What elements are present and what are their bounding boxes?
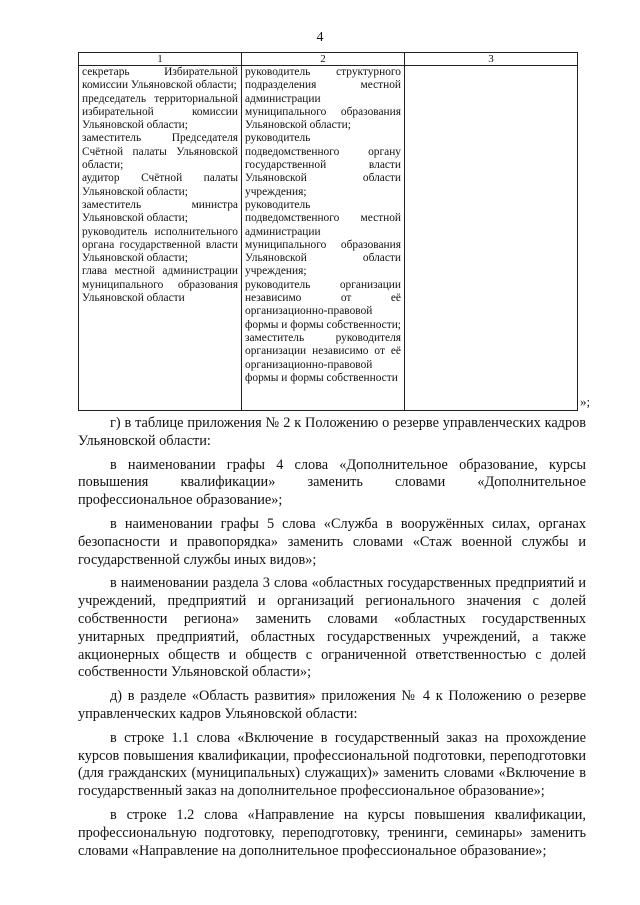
table-closing-quote: »; — [580, 394, 591, 409]
paragraph-column-4: в наименовании графы 4 слова «Дополнительное образование, курсы повышения квалификации» заменить словами «Дополнительное профессиональное образование»; — [78, 456, 586, 509]
table-header-col-2: 2 — [242, 53, 405, 66]
cell-text-col-3 — [408, 66, 574, 410]
table-cell-col-2 — [242, 66, 405, 411]
paragraph-d: д) в разделе «Область развития» приложения № 4 к Положению о резерве управленческих кадров Ульяновской области: — [78, 688, 586, 722]
page-number: 4 — [316, 30, 324, 45]
cell-text-col-1: секретарь Избирательной комиссии Ульяновской области; председатель территориальной избирательной комиссии Ульяновской области; заместитель Председателя Счётной палаты Ульяновской области; аудитор Счётной палаты Ульяновской области; заместитель министра Ульяновской области; руководитель исполнительного органа государственной власти Ульяновской области; глава местной администрации муниципального образования Ульяновской области — [82, 66, 238, 305]
document-body — [78, 415, 586, 866]
table-header-col-1: 1 — [79, 53, 242, 66]
paragraph-row-1-2: в строке 1.2 слова «Направление на курсы повышения квалификации, профессиональную подготовку, переподготовку, тренинги, семинары» заменить словами «Направление на дополнительное профессиональное образование»; — [78, 806, 586, 859]
table-header-col-3: 3 — [405, 53, 578, 66]
paragraph-row-1-1: в строке 1.1 слова «Включение в государственный заказ на прохождение курсов повышения квалификации, профессиональной подготовки, переподготовки (для гражданских (муниципальных) служащих)» заменить словами «Включение в государственный заказ на дополнительное профессиональное образование»; — [78, 729, 586, 800]
table-cell-col-3 — [405, 66, 578, 411]
paragraph-column-5: в наименовании графы 5 слова «Служба в вооружённых силах, органах безопасности и правопорядка» заменить словами «Стаж военной службы и государственной службы иных видов»; — [78, 515, 586, 568]
table-cell-col-1 — [79, 66, 242, 411]
positions-table — [78, 52, 578, 411]
paragraph-section-3: в наименовании раздела 3 слова «областных государственных предприятий и учреждений, предприятий и организаций регионального значения с долей собственности региона» заменить словами «областных государственных унитарных предприятий, областных государственных учреждений, а также акционерных обществ и обществ с ограниченной ответственностью с долей собственности Ульяновской области»; — [78, 575, 586, 681]
paragraph-g: г) в таблице приложения № 2 к Положению о резерве управленческих кадров Ульяновской области: — [78, 415, 586, 449]
table-row — [79, 66, 578, 411]
cell-text-col-2: руководитель структурного подразделения местной администрации муниципального образования Ульяновской области; руководитель подведомственного органу государственной власти Ульяновской области учреждения; руководитель подведомственного местной администрации муниципального образования Ульяновской области учреждения; руководитель организации независимо от её организационно-правовой формы и формы собственности; заместитель руководителя организации независимо от её организационно-правовой формы и формы собственности — [245, 66, 401, 384]
table-header-row — [79, 53, 578, 66]
